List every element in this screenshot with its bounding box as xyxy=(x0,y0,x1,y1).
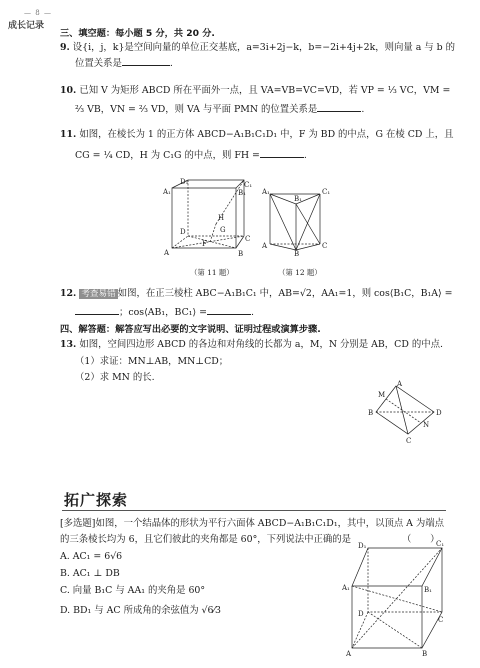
label-B1: B₁ xyxy=(294,195,302,203)
question-11-text: 如图，在棱长为 1 的正方体 ABCD−A₁B₁C₁D₁ 中，F 为 BD 的中点，G 在棱 CD 上，且 xyxy=(79,129,454,140)
label-B1: B₁ xyxy=(424,586,432,594)
question-10-text-2: ⅔ VB，VN = ⅔ VD，则 VA 与平面 PMN 的位置关系是 xyxy=(75,104,318,115)
figure-parallelepiped xyxy=(338,540,448,658)
figure-11-caption: （第 11 题） xyxy=(190,268,234,277)
answer-paren[interactable]: （ ） xyxy=(402,534,440,545)
label-B: B xyxy=(422,650,428,658)
option-b[interactable]: B. AC₁ ⊥ DB xyxy=(60,568,120,579)
question-number: 13. xyxy=(60,339,77,350)
option-a[interactable]: A. AC₁ = 6√6 xyxy=(60,551,123,562)
label-C: C xyxy=(245,235,251,243)
label-B: B xyxy=(294,250,300,258)
label-A1: A₁ xyxy=(262,188,270,196)
divider xyxy=(62,510,446,511)
label-F: F xyxy=(202,240,207,248)
label-A: A xyxy=(262,242,268,250)
label-B: B xyxy=(368,409,374,417)
question-12-text: 如图，在正三棱柱 ABC−A₁B₁C₁ 中，AB=√2，AA₁=1，则 cos⟨B₁C，B₁A⟩ = xyxy=(117,288,453,299)
label-G: G xyxy=(220,226,226,234)
error-prone-tag: 考查易错 xyxy=(81,289,116,299)
label-C1: C₁ xyxy=(244,181,253,189)
figure-13-tetrahedron xyxy=(368,382,442,446)
period: . xyxy=(361,104,365,115)
question-9-text-2: 位置关系是 xyxy=(75,58,122,69)
label-M: M xyxy=(378,391,386,399)
question-13-part1: （1）求证：MN⊥AB，MN⊥CD； xyxy=(75,356,229,367)
multi-choice-tag: [多选题] xyxy=(60,518,96,529)
question-number: 10. xyxy=(60,85,77,96)
question-10-line2 xyxy=(75,102,364,117)
option-c[interactable]: C. 向量 B₁C 与 AA₁ 的夹角是 60° xyxy=(60,585,206,596)
question-13-stem xyxy=(60,338,443,352)
label-A1: A₁ xyxy=(163,188,171,196)
label-D: D xyxy=(180,228,186,236)
question-9-line2 xyxy=(75,56,173,71)
label-H: H xyxy=(218,214,225,222)
page-number: — 8 — xyxy=(24,9,52,17)
label-D1: D₁ xyxy=(358,542,367,550)
question-9-line1 xyxy=(60,41,455,55)
label-D: D xyxy=(358,610,364,618)
label-C1: C₁ xyxy=(322,188,331,196)
label-A: A xyxy=(164,249,170,257)
extension-title: 拓广探索 xyxy=(64,491,129,509)
label-C: C xyxy=(406,437,412,445)
question-11-line2 xyxy=(75,148,307,163)
figure-12-prism xyxy=(262,186,332,256)
label-D1: D₁ xyxy=(180,178,189,186)
question-9-text: 设{i，j，k}是空间向量的单位正交基底，a=3i+2j−k，b=−2i+4j+2k，则向量 a 与 b 的 xyxy=(72,42,456,53)
extension-stem-line2: 的三条棱长均为 6，且它们彼此的夹角都是 60°，下列说法中正确的是 xyxy=(60,534,352,545)
question-number: 9. xyxy=(60,42,70,53)
label-A1: A₁ xyxy=(342,584,350,592)
label-B1: B₁ xyxy=(238,189,246,197)
period: . xyxy=(251,307,255,318)
question-number: 12. xyxy=(60,288,77,299)
question-12-line1 xyxy=(60,287,453,301)
question-13-text: 如图，空间四边形 ABCD 的各边和对角线的长都为 a，M，N 分别是 AB，CD 的中点. xyxy=(79,339,443,350)
label-A: A xyxy=(346,650,352,658)
answer-blank[interactable] xyxy=(122,56,170,66)
section-fill-blank-title: 三、填空题：每小题 5 分，共 20 分. xyxy=(60,28,215,39)
label-C1: C₁ xyxy=(436,540,445,548)
extension-stem-text: 如图，一个结晶体的形状为平行六面体 ABCD−A₁B₁C₁D₁，其中，以顶点 A 为端点 xyxy=(95,518,445,529)
label-D: D xyxy=(436,409,442,417)
figure-12-caption: （第 12 题） xyxy=(278,268,322,277)
label-B: B xyxy=(238,250,244,258)
answer-blank-2[interactable] xyxy=(207,305,251,315)
question-11-text-2: CG = ¼ CD，H 为 C₁G 的中点，则 FH = xyxy=(75,150,260,161)
question-13-part2: （2）求 MN 的长. xyxy=(75,372,155,383)
question-12-line2 xyxy=(75,305,254,320)
question-number: 11. xyxy=(60,129,77,140)
brand-logo-text: 成长记录 xyxy=(8,21,45,32)
question-10-line1 xyxy=(60,84,450,98)
period: . xyxy=(169,58,173,69)
question-11-line1 xyxy=(60,128,454,142)
question-10-text: 已知 V 为矩形 ABCD 所在平面外一点，且 VA=VB=VC=VD，若 VP = ⅓ VC，VM = xyxy=(79,85,451,96)
section-solution-title: 四、解答题：解答应写出必要的文字说明、证明过程或演算步骤. xyxy=(60,324,321,335)
question-12-text-2: ；cos⟨AB₁，BC₁⟩ = xyxy=(119,307,208,318)
label-C: C xyxy=(322,242,328,250)
label-N: N xyxy=(423,421,430,429)
label-A: A xyxy=(397,380,403,388)
option-d[interactable]: D. BD₁ 与 AC 所成角的余弦值为 √6⁄3 xyxy=(60,605,222,616)
figure-11-cube xyxy=(158,178,253,260)
extension-stem-line1 xyxy=(60,517,444,531)
answer-blank-1[interactable] xyxy=(75,305,119,315)
page-header xyxy=(8,8,68,33)
answer-blank[interactable] xyxy=(260,148,304,158)
label-C: C xyxy=(438,616,444,624)
answer-blank[interactable] xyxy=(317,102,361,112)
period: . xyxy=(303,150,307,161)
